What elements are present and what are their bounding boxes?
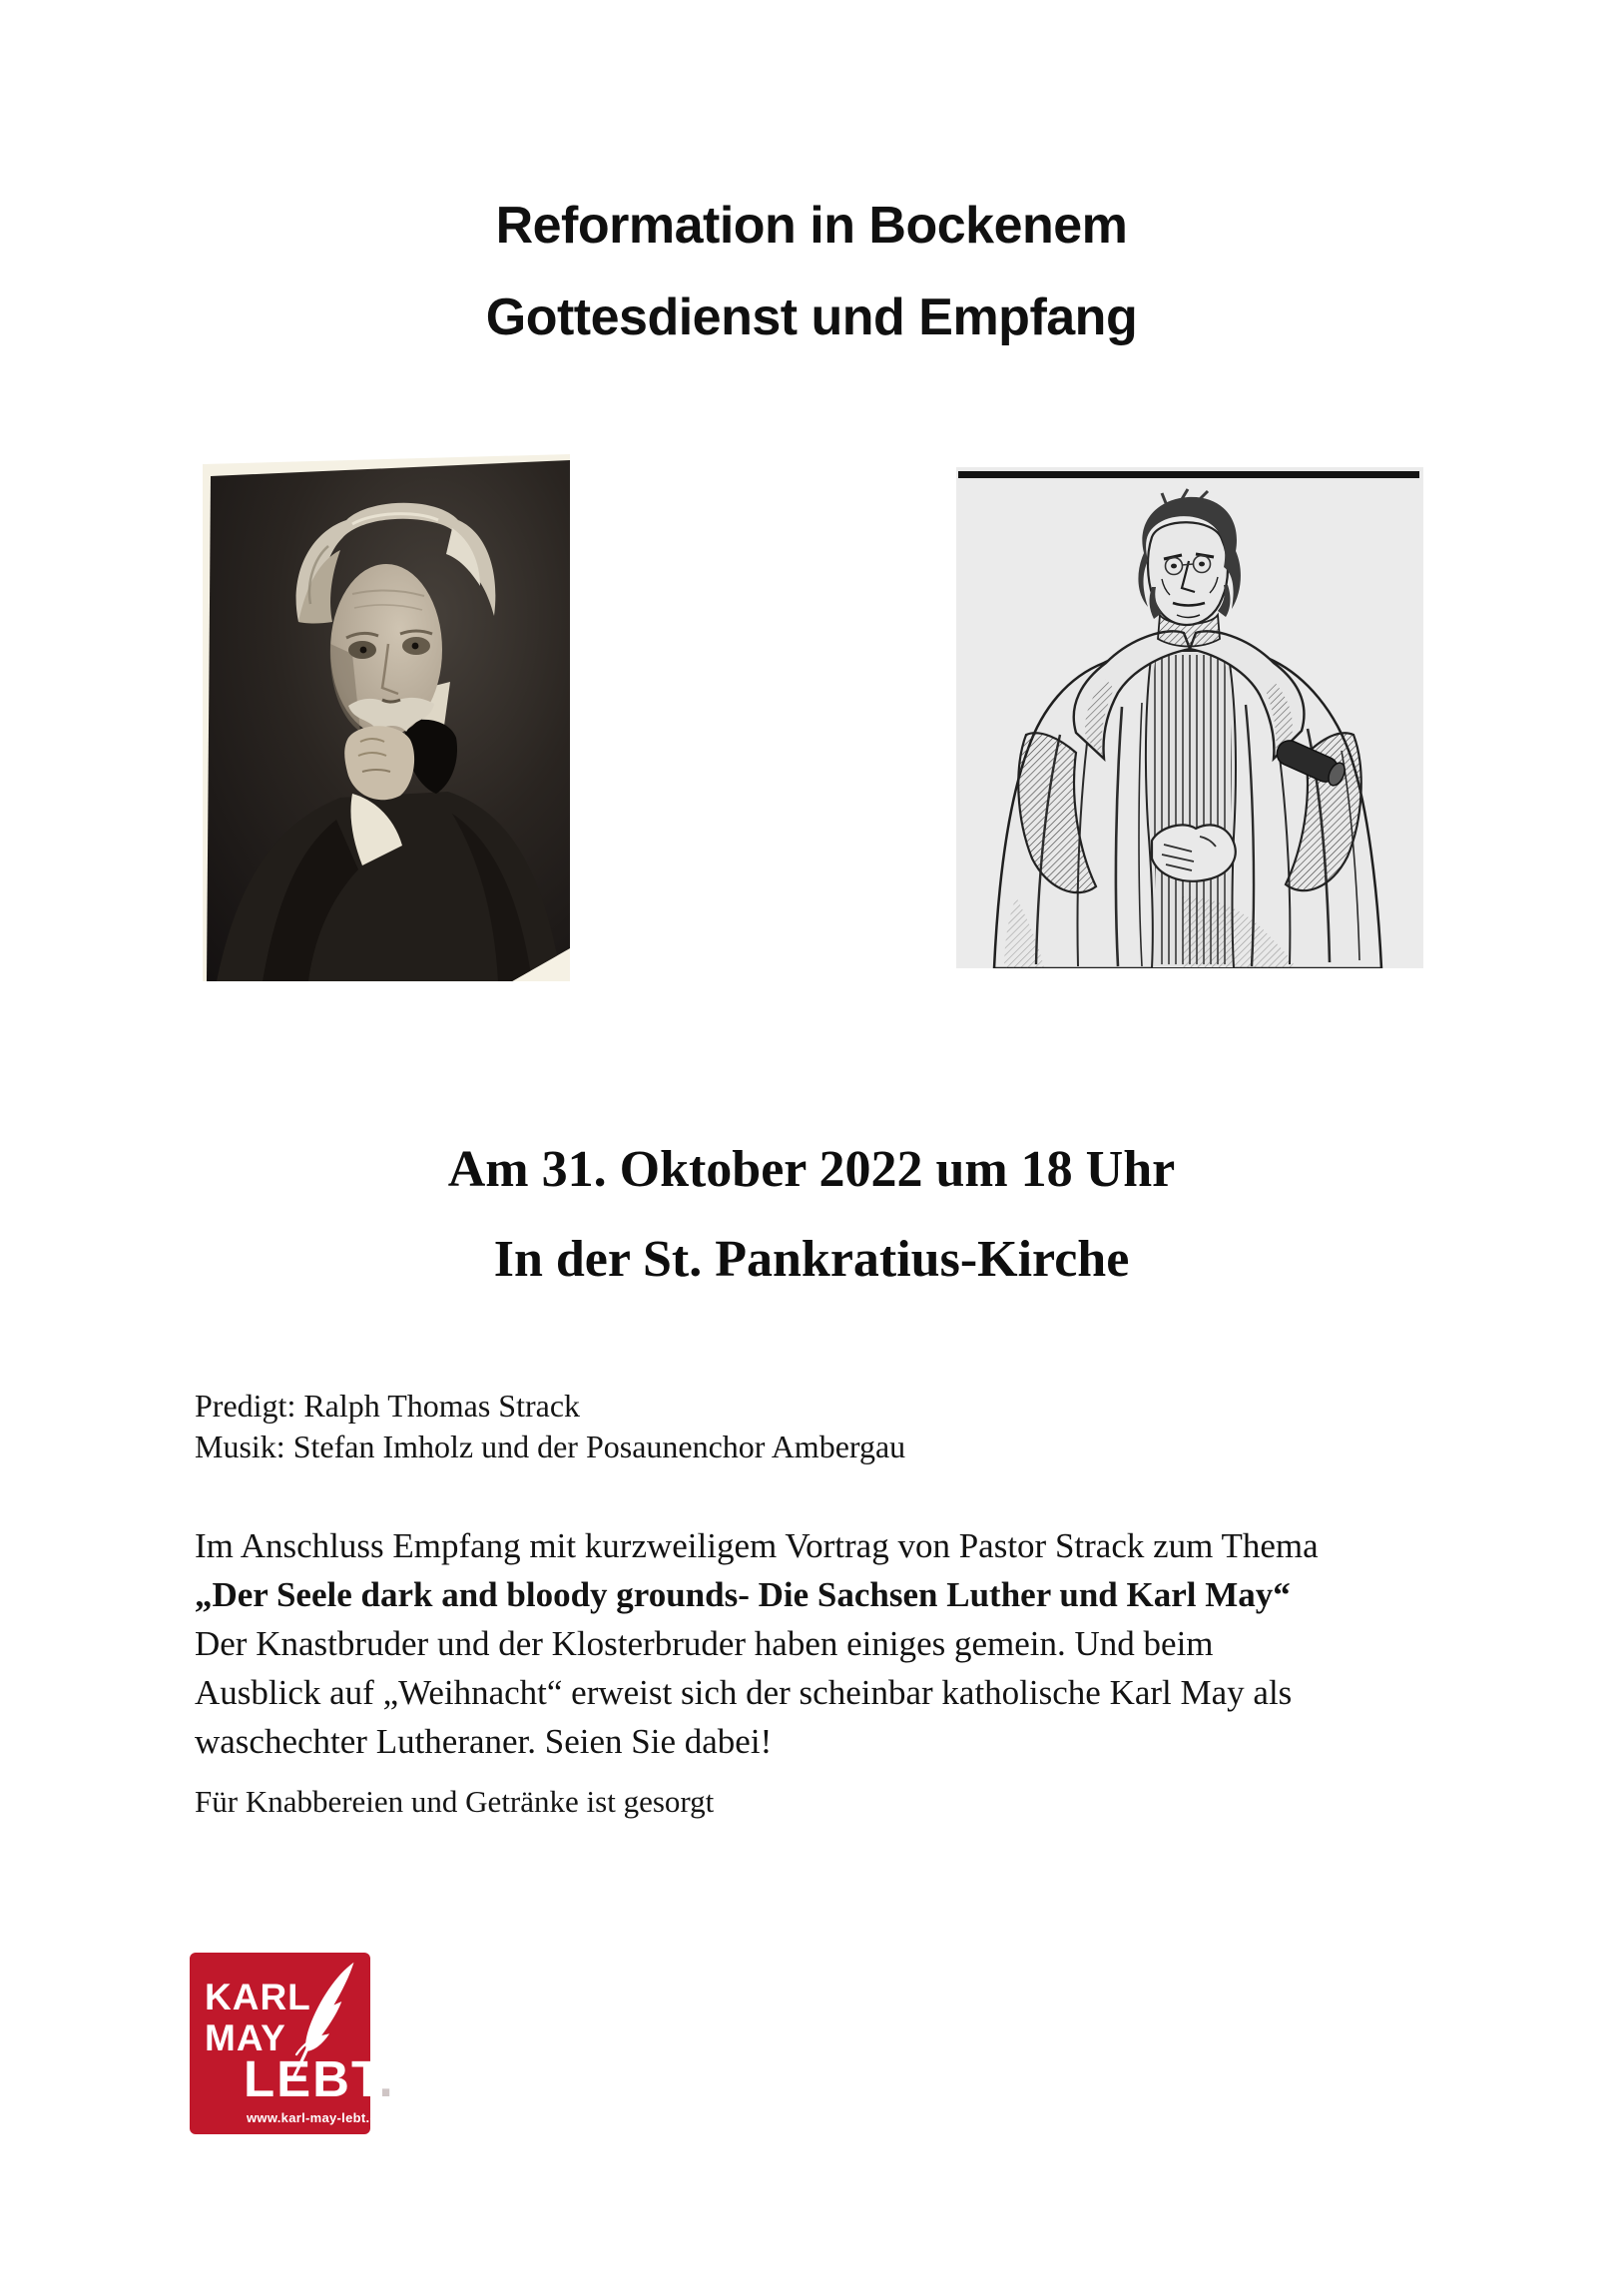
luther-woodcut-graphic [956,467,1423,968]
description-line: Ausblick auf „Weihnacht“ erweist sich der scheinbar katholische Karl May als [195,1673,1293,1712]
description-line: waschechter Lutheraner. Seien Sie dabei! [195,1722,773,1761]
logo-may-text: MAY [205,2017,286,2058]
feather-quill-icon [282,1961,364,2082]
logo-url: www.karl-may-lebt.de [247,2110,386,2125]
credits-block [195,1386,905,1467]
logo-lebt-text: LEBT. [244,2050,395,2107]
event-location: In der St. Pankratius-Kirche [493,1231,1130,1288]
page-title: Reformation in Bockenem [495,197,1128,255]
karl-may-lebt-logo [190,1953,395,2134]
lecture-title-line: „Der Seele dark and bloody grounds- Die Sachsen Luther und Karl May“ [195,1575,1291,1614]
karl-may-portrait-photo [203,454,570,981]
musik-line: Musik: Stefan Imholz und der Posaunenchor Ambergau [195,1429,906,1464]
event-date: Am 31. Oktober 2022 um 18 Uhr [447,1141,1176,1198]
page-subtitle: Gottesdienst und Empfang [485,288,1138,346]
event-description [195,1521,1319,1766]
catering-note: Für Knabbereien und Getränke ist gesorgt [195,1784,715,1819]
karl-may-photo-graphic [203,454,570,981]
description-line: Im Anschluss Empfang mit kurzweiligem Vortrag von Pastor Strack zum Thema [195,1526,1319,1565]
logo-lebt-dot: . [378,2050,395,2107]
description-line: Der Knastbruder und der Klosterbruder haben einiges gemein. Und beim [195,1624,1214,1663]
logo-karl-text: KARL [205,1977,311,2017]
predigt-line: Predigt: Ralph Thomas Strack [195,1388,581,1424]
martin-luther-woodcut [956,467,1423,968]
